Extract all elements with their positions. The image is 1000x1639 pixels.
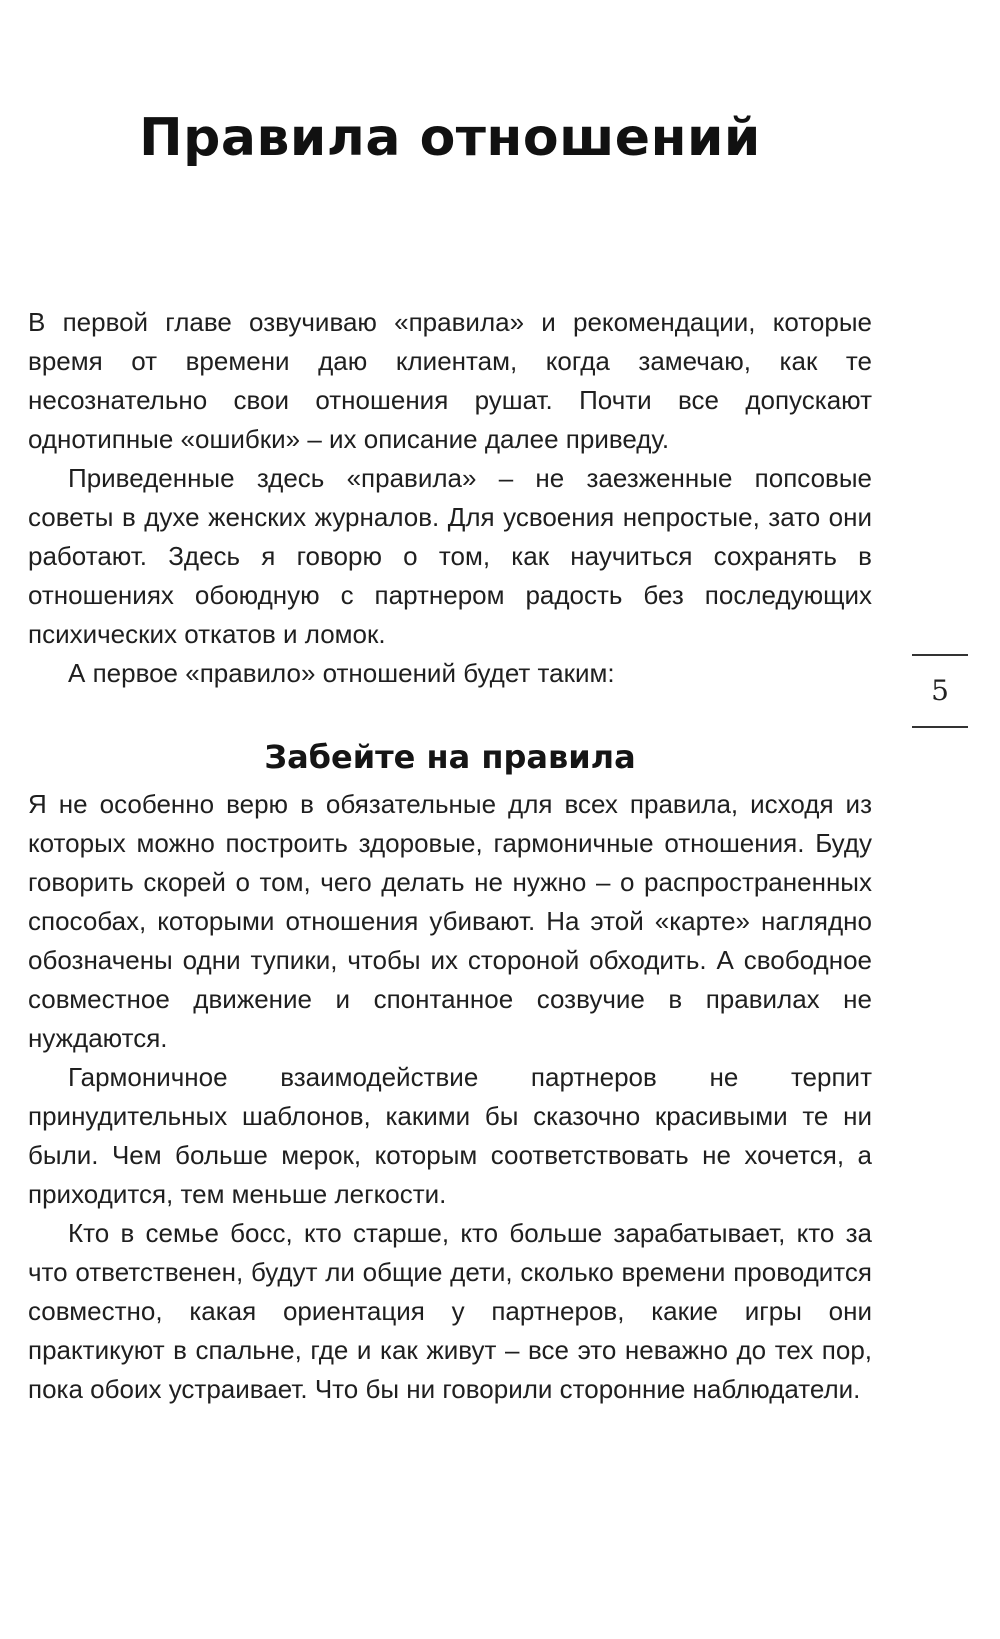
intro-text xyxy=(28,303,872,693)
page-number: 5 xyxy=(931,674,949,707)
intro-paragraph-1: В первой главе озвучиваю «правила» и рекомендации, которые время от времени даю клиентам, когда замечаю, как те несознательно свои отношения рушат. Почти все допускают однотипные «ошибки» – их описание далее приведу. xyxy=(28,307,872,454)
section-paragraph-3: Кто в семье босс, кто старше, кто больше зарабатывает, кто за что ответственен, будут ли общие дети, сколько времени проводится совместно, какая ориентация у партнеров, какие игры они практикуют в спальне, где и как живут – все это неважно до тех пор, пока обоих устраивает. Что бы ни говорили сторонние наблюдатели. xyxy=(28,1218,872,1404)
intro-paragraph-2: Приведенные здесь «правила» – не заезженные попсовые советы в духе женских журналов. Для усвоения непростые, зато они работают. Здесь я говорю о том, как научиться сохранять в отношениях обоюдную с партнером радость без последующих психических откатов и ломок. xyxy=(28,463,872,649)
section-paragraph-1: Я не особенно верю в обязательные для всех правила, исходя из которых можно построить здоровые, гармоничные отношения. Буду говорить скорей о том, чего делать не нужно – о распространенных способах, которыми отношения убивают. На этой «карте» наглядно обозначены одни тупики, чтобы их стороной обходить. А свободное совместное движение и спонтанное созвучие в правилах не нуждаются. xyxy=(28,789,872,1053)
intro-paragraph-3: А первое «правило» отношений будет таким: xyxy=(68,658,615,688)
page-marker xyxy=(912,654,968,728)
section-text xyxy=(28,785,872,1409)
page-rule-bottom xyxy=(912,726,968,728)
section-paragraph-2: Гармоничное взаимодействие партнеров не терпит принудительных шаблонов, какими бы сказочно красивыми те ни были. Чем больше мерок, которым соответствовать не хочется, а приходится, тем меньше легкости. xyxy=(28,1062,872,1209)
chapter-title: Правила отношений xyxy=(139,108,761,168)
section-heading: Забейте на правила xyxy=(264,738,636,776)
